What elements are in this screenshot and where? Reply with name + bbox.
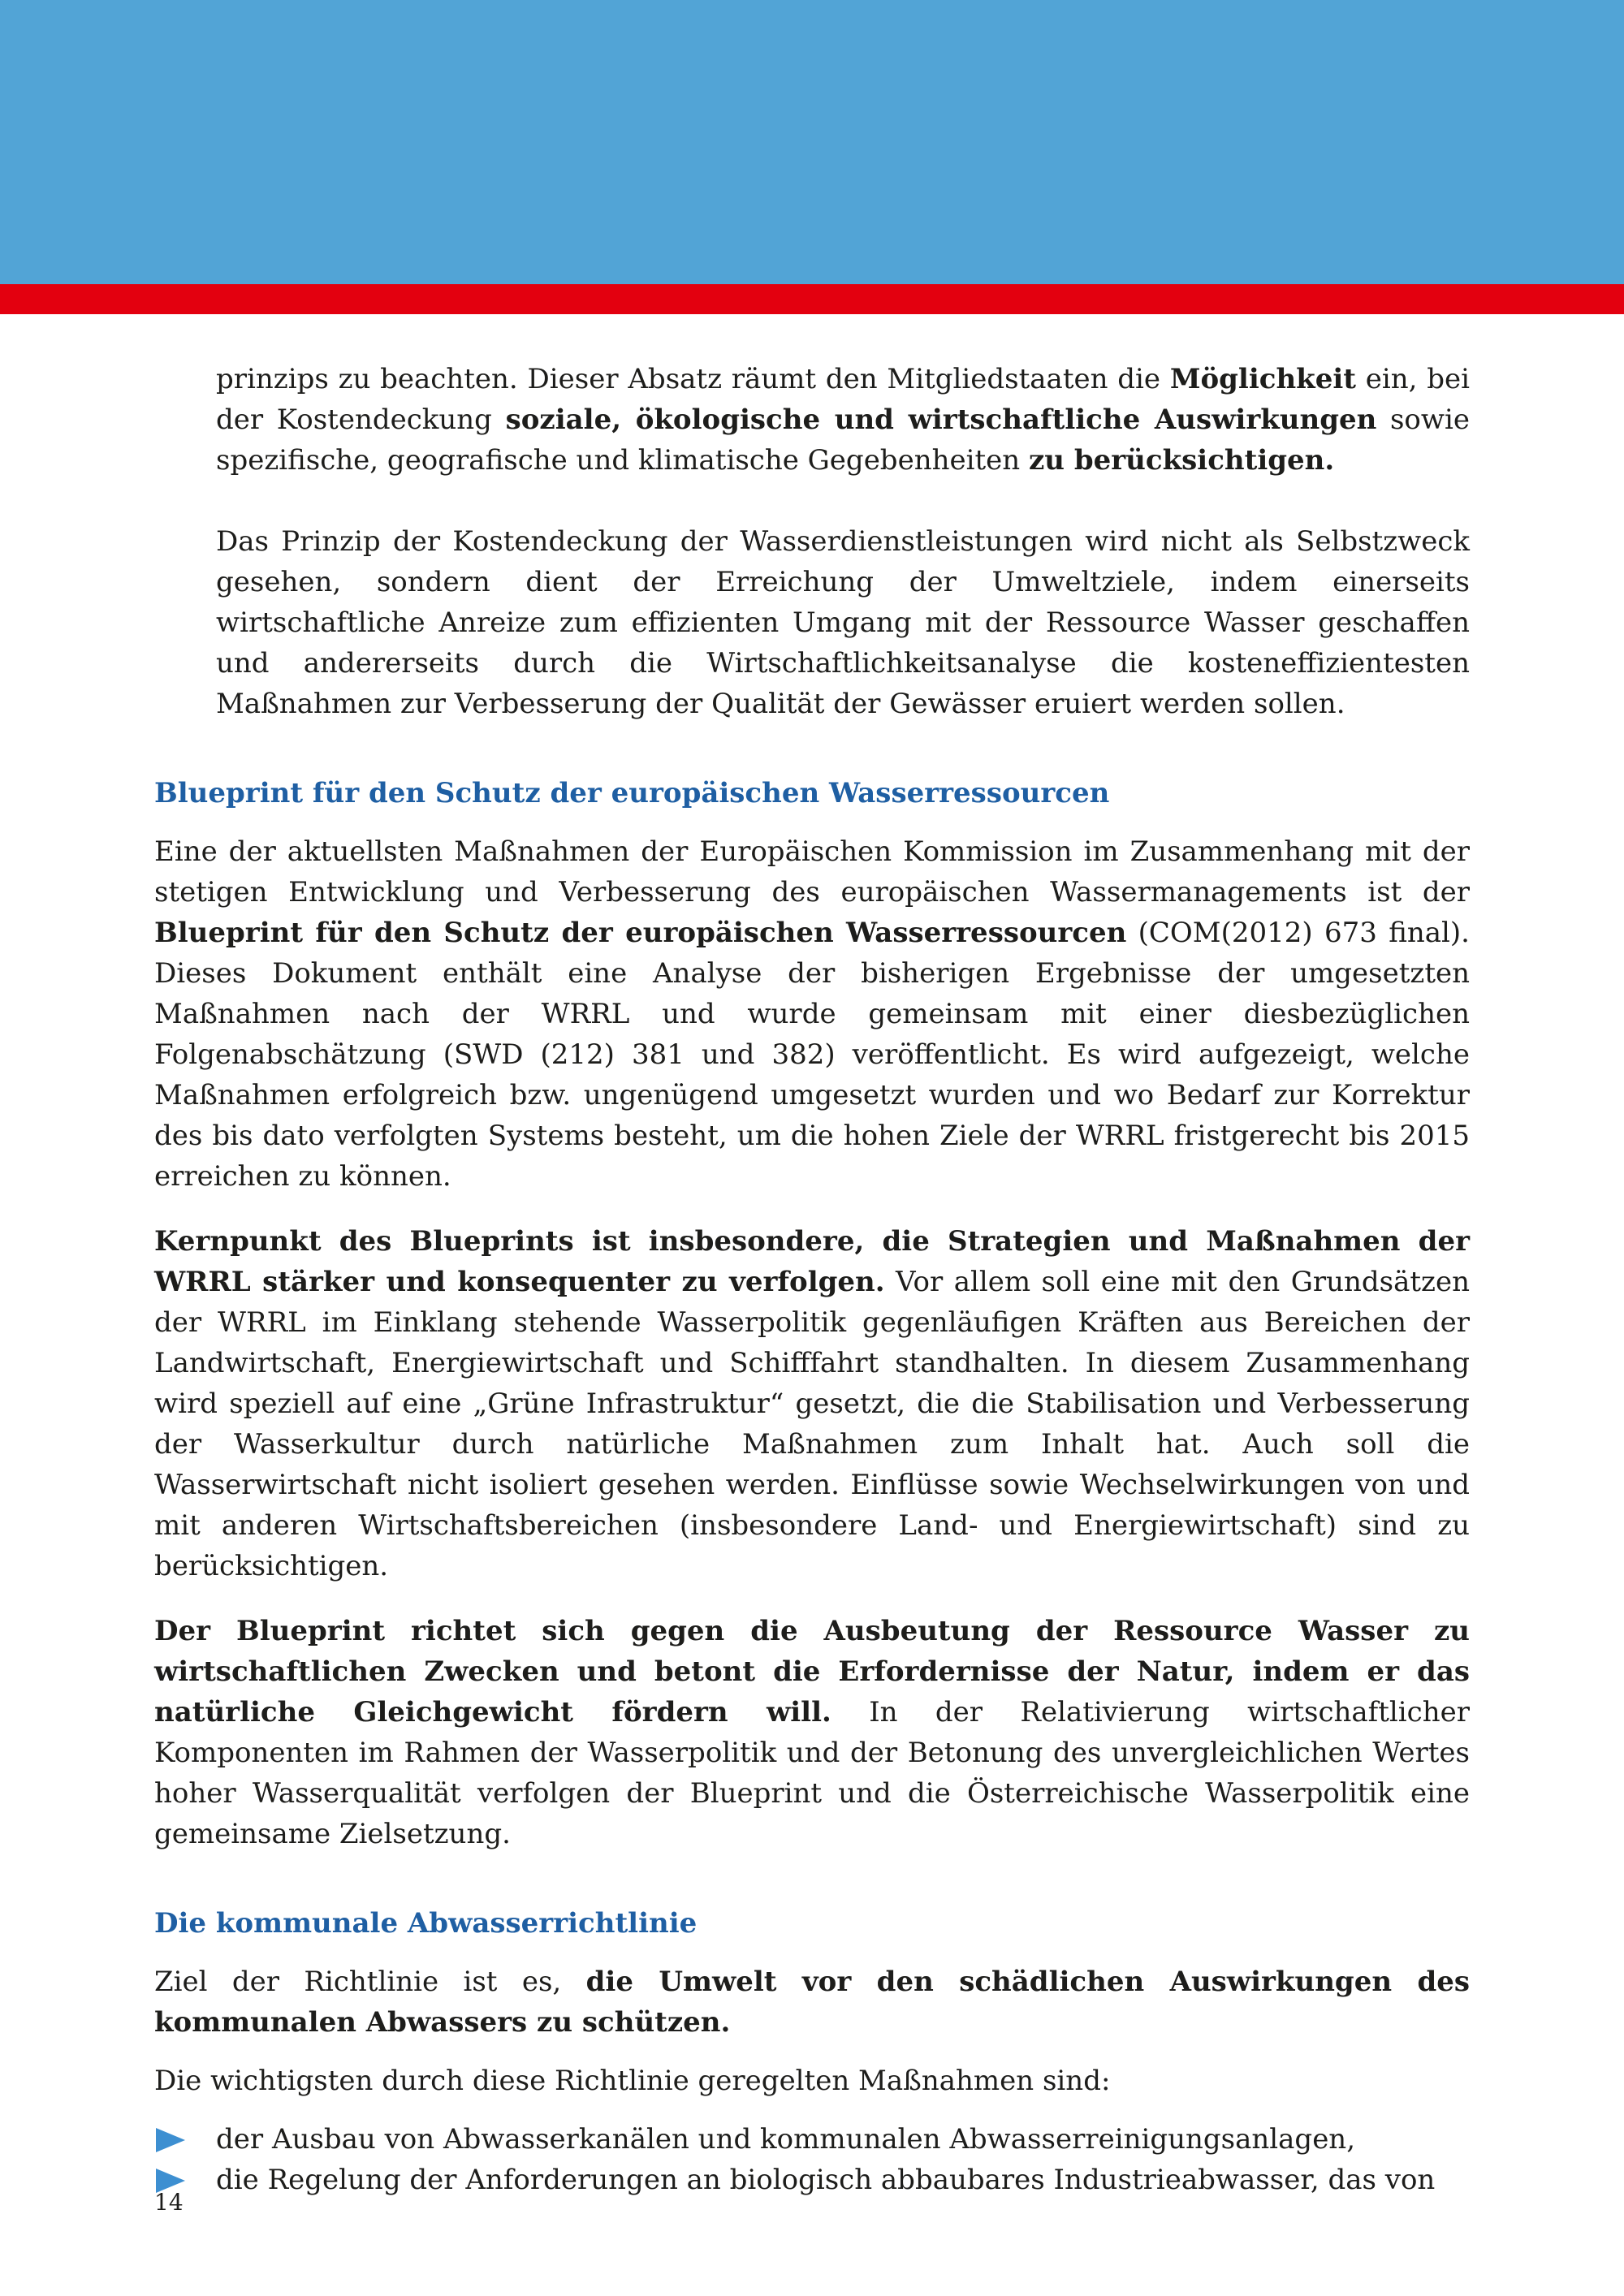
page-number: 14 — [154, 2189, 184, 2216]
list-item — [154, 2160, 1470, 2200]
list-item — [154, 2119, 1470, 2160]
text-run: (COM(2012) 673 final). Dieses Dokument enthält eine Analyse der bisherigen Ergebnisse der umgesetzten Maßnahmen nach der WRRL und wurde gemeinsam mit einer diesbezüglichen Folgenabschätzung (SWD (212) 381 und 382) veröffentlicht. Es wird aufgezeigt, welche Maßnahmen erfolgreich bzw. ungenügend umgesetzt wurden und wo Bedarf zur Korrektur des bis dato verfolgten Systems besteht, um die hohen Ziele der WRRL fristgerecht bis 2015 erreichen zu können. — [154, 917, 1470, 1193]
text-run: Vor allem soll eine mit den Grundsätzen der WRRL im Einklang stehende Wasserpolitik gegenläufigen Kräften aus Bereichen der Landwirtschaft, Energiewirtschaft und Schifffahrt standhalten. In diesem Zusammenhang wird speziell auf eine „Grüne Infrastruktur“ gesetzt, die die Stabilisation und Verbesserung der Wasserkultur durch natürliche Maßnahmen zum Inhalt hat. Auch soll die Wasserwirtschaft nicht isoliert gesehen werden. Einflüsse sowie Wechselwirkungen von und mit anderen Wirtschaftsbereichen (insbesondere Land- und Energiewirtschaft) sind zu berücksichtigen. — [154, 1266, 1470, 1582]
section-heading-blueprint: Blueprint für den Schutz der europäischen Wasserressourcen — [154, 777, 1110, 809]
bold-run: Der Blueprint richtet sich gegen die Ausbeutung der Ressource Wasser zu wirtschaftlichen Zwecken und betont die Erfordernisse der Natur, indem er das natürliche Gleichgewicht fördern will. — [154, 1615, 1470, 1728]
bold-run: die Umwelt vor den schädlichen Auswirkungen des kommunalen Abwassers zu schützen. — [154, 1966, 1471, 2039]
triangle-bullet-icon — [156, 2128, 185, 2152]
measures-list — [154, 2119, 1470, 2200]
section-heading-abwasser: Die kommunale Abwasserrichtlinie — [154, 1907, 698, 1940]
page-content — [154, 359, 1470, 2200]
intro-paragraph-1 — [154, 359, 1470, 481]
abwasser-paragraph-2: Die wichtigsten durch diese Richtlinie geregelten Maßnahmen sind: — [154, 2065, 1111, 2097]
bold-run: Kernpunkt des Blueprints ist insbesondere, die Strategien und Maßnahmen der WRRL stärker und konsequenter zu verfolgen. — [154, 1225, 1470, 1298]
header-red-stripe — [0, 284, 1624, 314]
text-run: sowie spezifische, geografische und klimatische Gegebenheiten — [216, 404, 1471, 477]
list-item-text: der Ausbau von Abwasserkanälen und kommunalen Abwasserreinigungsanlagen, — [216, 2123, 1356, 2156]
list-item-text: die Regelung der Anforderungen an biologisch abbaubares Industrieabwasser, das von — [216, 2164, 1436, 2196]
bold-run: soziale, ökologische und wirtschaftliche Auswirkungen — [505, 404, 1377, 436]
text-run: ein, bei der Kostendeckung — [216, 363, 1470, 436]
text-run: Eine der aktuellsten Maßnahmen der Europäischen Kommission im Zusammenhang mit der stetigen Entwicklung und Verbesserung des europäischen Wassermanagements ist der — [154, 835, 1470, 908]
text-run: prinzips zu beachten. Dieser Absatz räumt den Mitgliedstaaten die — [216, 363, 1170, 395]
intro-paragraph-2: Das Prinzip der Kostendeckung der Wasserdienstleistungen wird nicht als Selbstzweck gesehen, sondern dient der Erreichung der Umweltziele, indem einerseits wirtschaftliche Anreize zum effizienten Umgang mit der Ressource Wasser geschaffen und andererseits durch die Wirtschaftlichkeitsanalyse die kosteneffizientesten Maßnahmen zur Verbesserung der Qualität der Gewässer eruiert werden sollen. — [216, 525, 1470, 720]
text-run: In der Relativierung wirtschaftlicher Komponenten im Rahmen der Wasserpolitik und der Betonung des unvergleichlichen Wertes hoher Wasserqualität verfolgen der Blueprint und die Österreichische Wasserpolitik eine gemeinsame Zielsetzung. — [154, 1696, 1470, 1850]
text-run: Ziel der Richtlinie ist es, — [154, 1966, 586, 1998]
bold-run: zu berücksichtigen. — [1028, 444, 1335, 477]
bold-run: Möglichkeit — [1169, 363, 1356, 395]
blueprint-paragraph-3 — [154, 1611, 1470, 1854]
blueprint-paragraph-1 — [154, 831, 1470, 1197]
abwasser-paragraph-1 — [154, 1962, 1470, 2043]
header-band — [0, 0, 1624, 284]
blueprint-paragraph-2 — [154, 1221, 1470, 1586]
bold-run: Blueprint für den Schutz der europäischen Wasserressourcen — [154, 917, 1127, 949]
